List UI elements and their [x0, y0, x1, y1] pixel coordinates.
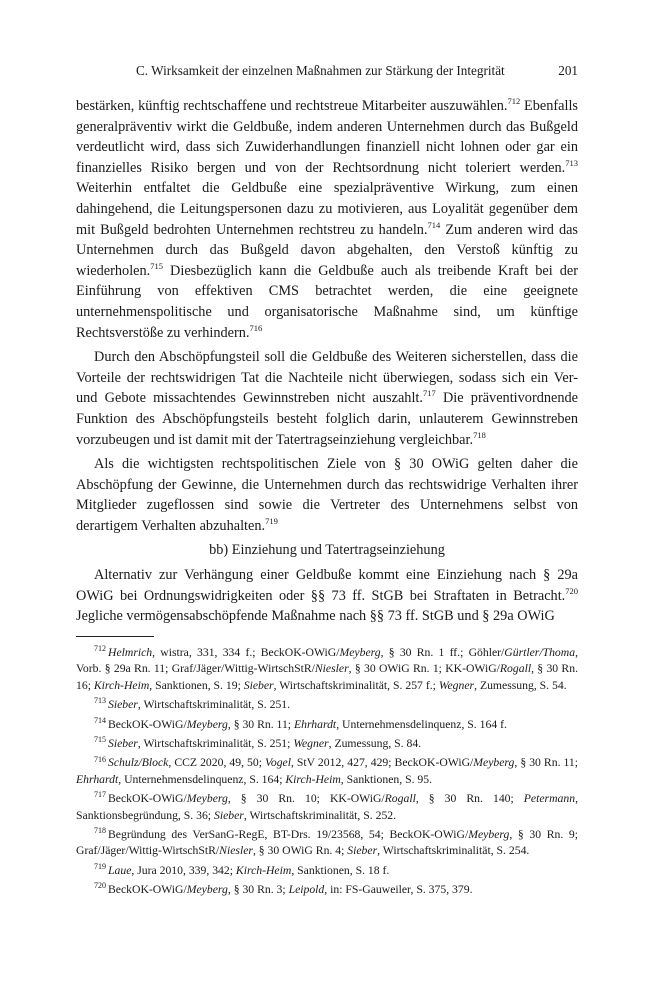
- citation-text: , Sanktionen, S. 18 f.: [291, 863, 390, 877]
- text-run: Jegliche vermögensabschöpfende Maßnahme nach §§ 73 ff. StGB und § 29a OWiG: [76, 608, 555, 625]
- footnote-ref[interactable]: 715: [150, 260, 163, 271]
- footnote-ref[interactable]: 718: [473, 429, 486, 440]
- author: Laue: [108, 863, 132, 877]
- footnote-separator: [76, 636, 154, 637]
- footnote-number: 713: [94, 696, 106, 706]
- text-run: Zum anderen wird das Unternehmen durch das Bußgeld davon abgehalten, den Verstoß künftig zu wiederholen.: [76, 221, 578, 279]
- footnote-716: [76, 755, 578, 788]
- footnote-ref[interactable]: 720: [565, 585, 578, 596]
- citation-text: , Wirtschaftskriminalität, S. 257 f.;: [273, 678, 439, 692]
- text-run: Diesbezüglich kann die Geldbuße auch als treibende Kraft bei der Einführung von effektiven CMS betrachtet werden, die eine geeignete unternehmenspolitische und organisatorische Maßnahme sind, um künftige Rechtsverstöße zu verhindern.: [76, 262, 578, 341]
- citation-text: , Wirtschaftskriminalität, S. 254.: [377, 844, 530, 858]
- author: Kirch-Heim: [285, 772, 341, 786]
- footnote-713: [76, 697, 578, 713]
- section-heading: bb) Einziehung und Tatertragseinziehung: [209, 542, 445, 559]
- text-run: Als die wichtigsten rechtspolitischen Ziele von § 30 OWiG gelten daher die Abschöpfung der Gewinne, die Unternehmen durch das rechtswidrige Verhalten ihrer Mitglieder zugeflossen sind sowie die Vertreter des Unternehmens selbst von derartigem Verhalten abzuhalten.: [76, 456, 578, 534]
- author: Rogall: [384, 792, 416, 806]
- citation-text: , Zumessung, S. 84.: [328, 737, 422, 751]
- citation-text: , Sanktionsbegründung, S. 36;: [76, 792, 578, 822]
- citation-text: , § 30 Rn. 140;: [415, 792, 524, 806]
- citation-text: , Jura 2010, 339, 342;: [131, 863, 236, 877]
- footnote-number: 719: [94, 861, 106, 871]
- author: Meyberg: [473, 756, 515, 770]
- citation-text: , § 30 Rn. 11;: [227, 717, 294, 731]
- author: Sieber: [213, 808, 244, 822]
- author: Kirch-Heim: [93, 678, 150, 692]
- author: Wegner: [438, 678, 475, 692]
- footnote-712: [76, 645, 578, 694]
- author: Sieber: [347, 844, 378, 858]
- paragraph-3: [76, 454, 578, 536]
- author: Niesler: [314, 662, 349, 676]
- citation-text: , Unternehmensdelinquenz, S. 164;: [118, 772, 286, 786]
- citation-text: , in: FS-Gauweiler, S. 375, 379.: [324, 883, 473, 897]
- citation-text: BeckOK-OWiG/: [108, 883, 187, 897]
- footnote-number: 716: [94, 754, 106, 764]
- citation-text: , Vorb. § 29a Rn. 11; Graf/Jäger/Wittig-WirtschStR/: [76, 646, 578, 676]
- citation-text: , Sanktionen, S. 19;: [149, 678, 244, 692]
- citation-text: BeckOK-OWiG/: [108, 717, 187, 731]
- author: Petermann: [523, 792, 576, 806]
- citation-text: Begründung des VerSanG-RegE, BT-Drs. 19/23568, 54; BeckOK-OWiG/: [108, 828, 469, 842]
- text-run: Die präventivordnende Funktion des Abschöpfungsteils besteht folglich darin, unlauterem Gewinnstreben vorzubeugen und ist damit mit der Tatertragseinziehung vergleichbar.: [76, 390, 578, 448]
- author: Kirch-Heim: [235, 863, 292, 877]
- footnote-718: [76, 827, 578, 860]
- citation-text: , § 30 Rn. 9; Graf/Jäger/Wittig-WirtschStR/: [76, 828, 578, 858]
- paragraph-2: [76, 347, 578, 450]
- author: Rogall: [499, 662, 532, 676]
- footnote-719: [76, 863, 578, 879]
- author: Ehrhardt: [293, 717, 337, 731]
- author: Schulz/Block: [108, 756, 169, 770]
- author: Vogel: [265, 756, 291, 770]
- citation-text: , § 30 Rn. 10; KK-OWiG/: [227, 792, 385, 806]
- citation-text: , Wirtschaftskriminalität, S. 251;: [137, 737, 294, 751]
- footnote-ref[interactable]: 712: [507, 96, 521, 107]
- footnote-number: 714: [94, 715, 106, 725]
- citation-text: , § 30 Rn. 11;: [514, 756, 579, 770]
- footnote-717: [76, 791, 578, 824]
- footnote-ref[interactable]: 716: [249, 322, 263, 333]
- footnote-number: 717: [94, 790, 106, 800]
- author: Meyberg: [186, 792, 228, 806]
- author: Sieber: [243, 678, 274, 692]
- footnote-ref[interactable]: 717: [422, 388, 436, 399]
- page-number: 201: [558, 63, 578, 78]
- author: Meyberg: [468, 828, 510, 842]
- paragraph-4: [76, 565, 578, 627]
- author: Helmrich: [108, 646, 153, 659]
- text-run: Ebenfalls generalpräventiv wirkt die Geldbuße, indem anderen Unternehmen durch das Bußgeld verdeutlicht wird, dass sich Zuwiderhandlungen finanziell nicht lohnen oder gar ein finanzielles Risiko bergen und von der Rechtsordnung nicht toleriert werden.: [76, 98, 578, 176]
- author: Wegner: [293, 737, 329, 751]
- footnote-number: 712: [94, 644, 106, 654]
- author: Ehrhardt: [76, 772, 119, 786]
- footnote-ref[interactable]: 719: [265, 516, 278, 527]
- footnote-ref[interactable]: 713: [565, 158, 578, 169]
- citation-text: , CCZ 2020, 49, 50;: [168, 756, 266, 770]
- text-run: bestärken, künftig rechtschaffene und rechtstreue Mitarbeiter auszuwählen.: [76, 98, 508, 114]
- author: Meyberg: [186, 883, 228, 897]
- running-header-title: C. Wirksamkeit der einzelnen Maßnahmen zur Stärkung der Integrität: [136, 63, 505, 78]
- citation-text: , wistra, 331, 334 f.; BeckOK-OWiG/: [152, 646, 340, 659]
- citation-text: , § 30 Rn. 3;: [227, 883, 289, 897]
- citation-text: , § 30 Rn. 1 ff.; Göhler/: [380, 646, 505, 659]
- footnote-number: 720: [94, 881, 106, 891]
- citation-text: , § 30 OWiG Rn. 4;: [252, 844, 348, 858]
- author: Sieber: [108, 698, 138, 712]
- citation-text: , Zumessung, S. 54.: [474, 678, 567, 692]
- citation-text: , Wirtschaftskriminalität, S. 252.: [243, 808, 397, 822]
- footnote-715: [76, 736, 578, 752]
- citation-text: , Unternehmensdelinquenz, S. 164 f.: [336, 717, 507, 731]
- text-run: Weiterhin entfaltet die Geldbuße eine spezialpräventive Wirkung, zum einen dahingehend, die Leitungspersonen dazu zu motivieren, aus Loyalität gegenüber dem mit Bußgeld bedrohten Unternehmen rechtstreu zu handeln.: [76, 180, 578, 238]
- text-run: Alternativ zur Verhängung einer Geldbuße kommt eine Einziehung nach § 29a OWiG bei Ordnungswidrigkeiten oder §§ 73 ff. StGB bei Straftaten in Betracht.: [76, 567, 578, 604]
- footnote-714: [76, 717, 578, 733]
- author: Meyberg: [339, 646, 381, 659]
- footnote-720: [76, 882, 578, 898]
- footnote-number: 715: [94, 735, 106, 745]
- footnotes: [76, 645, 578, 902]
- citation-text: , Wirtschaftskriminalität, S. 251.: [137, 698, 291, 712]
- citation-text: , Sanktionen, S. 95.: [340, 772, 433, 786]
- author: Sieber: [108, 737, 138, 751]
- citation-text: BeckOK-OWiG/: [108, 792, 187, 806]
- footnote-ref[interactable]: 714: [427, 219, 441, 230]
- author: Niesler: [219, 844, 253, 858]
- citation-text: , § 30 Rn. 16;: [76, 662, 578, 692]
- citation-text: , § 30 OWiG Rn. 1; KK-OWiG/: [348, 662, 500, 676]
- footnote-number: 718: [94, 826, 106, 836]
- main-text: [76, 96, 578, 631]
- author: Meyberg: [186, 717, 228, 731]
- author: Gürtler/Thoma: [504, 646, 576, 659]
- text-run: Durch den Abschöpfungsteil soll die Geldbuße des Weiteren sicherstellen, dass die Vorteile der rechtswidrigen Tat die Nachteile nicht überwiegen, sodass sich ein Ver- und Gebote missachtendes Gewinnstreben nicht auszahlt.: [76, 349, 578, 407]
- paragraph-1: [76, 96, 578, 343]
- author: Leipold: [288, 883, 325, 897]
- citation-text: , StV 2012, 427, 429; BeckOK-OWiG/: [290, 756, 474, 770]
